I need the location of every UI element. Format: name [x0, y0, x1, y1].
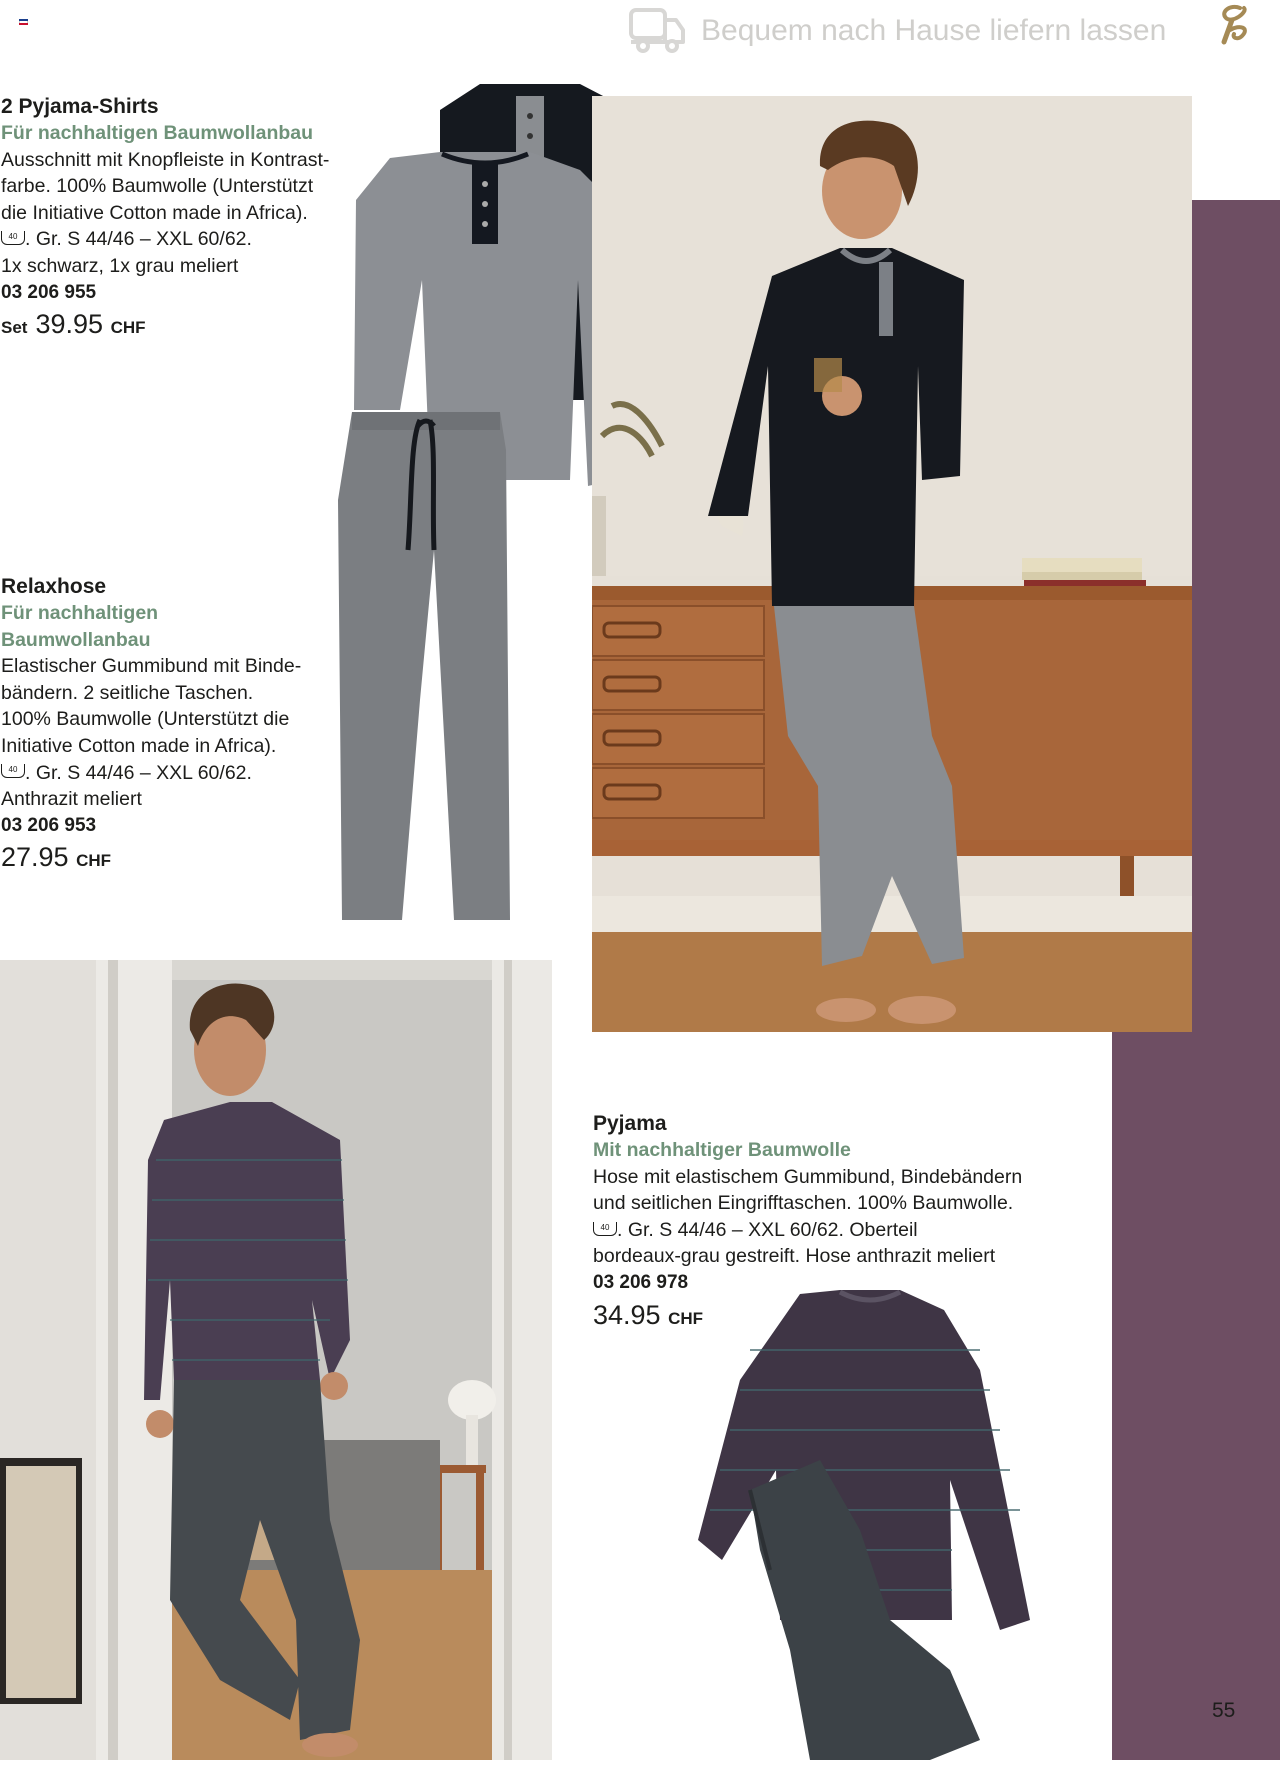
relaxhose-description — [1, 573, 321, 877]
care-line: 40 . Gr. S 44/46 – XXL 60/62. Oberteil — [593, 1217, 1113, 1244]
tchibo-logo-icon — [1210, 2, 1258, 55]
description-line: farbe. 100% Baumwolle (Unterstützt — [1, 175, 314, 198]
product-subtitle: Für nachhaltigen — [1, 602, 159, 624]
product-title: Pyjama — [593, 1112, 667, 1135]
page-number: 55 — [1212, 1699, 1236, 1722]
colors-line: Anthrazit meliert — [1, 788, 142, 811]
care-line: 40 . Gr. S 44/46 – XXL 60/62. — [1, 760, 321, 787]
description-line: die Initiative Cotton made in Africa). — [1, 201, 308, 224]
wash-care-icon: 40 — [1, 231, 25, 245]
article-number: 03 206 953 — [1, 814, 97, 836]
colors-line: 1x schwarz, 1x grau meliert — [1, 254, 239, 277]
care-line: 40 . Gr. S 44/46 – XXL 60/62. — [1, 226, 361, 253]
wash-care-icon: 40 — [593, 1222, 617, 1236]
article-number: 03 206 955 — [1, 281, 97, 303]
colors-line: bordeaux-grau gestreift. Hose anthrazit meliert — [593, 1245, 996, 1268]
description-line: Initiative Cotton made in Africa). — [1, 734, 277, 757]
price: 27.95 CHF — [1, 842, 112, 873]
product-subtitle: Für nachhaltigen Baumwollanbau — [1, 122, 314, 144]
plum-band-lower — [1112, 1032, 1280, 1760]
description-line: bändern. 2 seitliche Taschen. — [1, 681, 254, 704]
product-subtitle: Mit nachhaltiger Baumwolle — [593, 1139, 851, 1161]
product-title: 2 Pyjama-Shirts — [1, 95, 159, 118]
flag-icon — [19, 19, 28, 26]
truck-icon — [628, 6, 686, 59]
shirts-description — [1, 93, 361, 344]
price: 34.95 CHF — [593, 1299, 704, 1330]
product-image-pyjama — [690, 1290, 1030, 1760]
description-line: Ausschnitt mit Knopfleiste in Kontrast- — [1, 148, 330, 171]
article-number: 03 206 978 — [593, 1271, 689, 1293]
lifestyle-photo-man-sideboard — [592, 96, 1192, 1032]
product-title: Relaxhose — [1, 575, 107, 598]
description-line: Elastischer Gummibund mit Binde- — [1, 655, 302, 678]
delivery-text: Bequem nach Hause liefern lassen — [701, 14, 1167, 47]
price: Set 39.95 CHF — [1, 309, 146, 340]
lifestyle-photo-man-doorway — [0, 960, 552, 1760]
description-line: 100% Baumwolle (Unterstützt die — [1, 708, 290, 731]
plum-band — [1192, 200, 1280, 1040]
product-subtitle: Baumwollanbau — [1, 628, 151, 651]
wash-care-icon: 40 — [1, 764, 25, 778]
description-line: und seitlichen Eingrifftaschen. 100% Baumwolle. — [593, 1192, 1014, 1215]
description-line: Hose mit elastischem Gummibund, Bindebändern — [593, 1165, 1023, 1188]
